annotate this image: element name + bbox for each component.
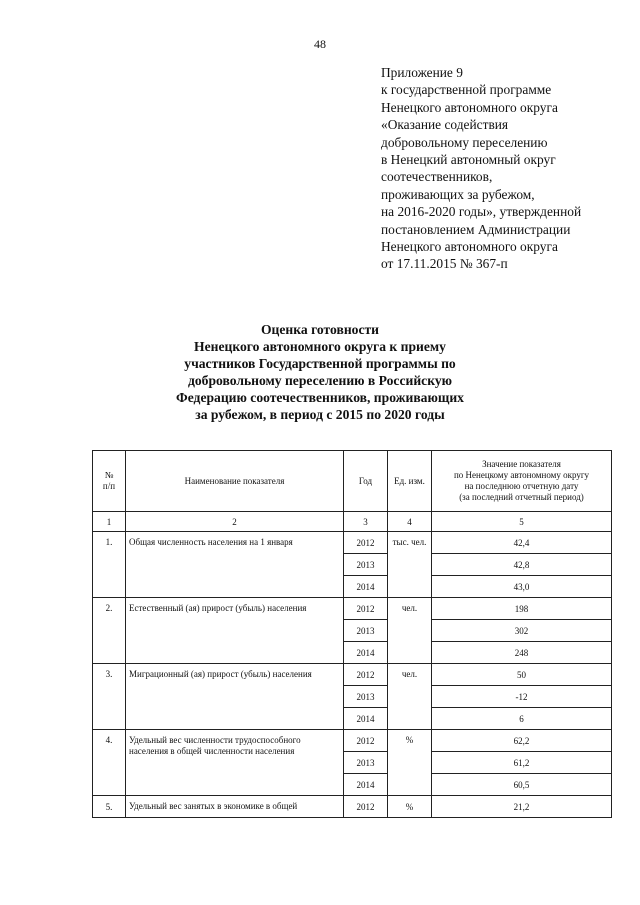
year-cell: 2014 bbox=[344, 576, 388, 598]
row-number: 2. bbox=[93, 598, 126, 664]
row-number: 3. bbox=[93, 664, 126, 730]
appendix-line: соотечественников, bbox=[381, 169, 493, 185]
header-value-line: по Ненецкому автономному округу bbox=[453, 470, 590, 480]
table-header-row bbox=[93, 451, 612, 512]
page-number: 48 bbox=[314, 37, 326, 51]
value-cell: 50 bbox=[432, 664, 612, 686]
year-cell: 2014 bbox=[344, 774, 388, 796]
appendix-line: постановлением Администрации bbox=[381, 221, 571, 237]
value-cell: 43,0 bbox=[432, 576, 612, 598]
table-row bbox=[93, 532, 612, 554]
title-line: участников Государственной программы по bbox=[184, 356, 456, 371]
header-name: Наименование показателя bbox=[126, 451, 344, 512]
indicator-name: Общая численность населения на 1 января bbox=[126, 532, 344, 598]
appendix-line: Ненецкого автономного округа bbox=[381, 99, 558, 115]
appendix-line: к государственной программе bbox=[381, 82, 552, 98]
appendix-line: Ненецкого автономного округа bbox=[381, 239, 558, 255]
appendix-approval-block bbox=[381, 64, 626, 273]
row-number: 1. bbox=[93, 532, 126, 598]
table-row bbox=[93, 730, 612, 752]
header-value-line: (за последний отчетный период) bbox=[459, 492, 584, 502]
column-number: 4 bbox=[388, 512, 432, 532]
appendix-line: от 17.11.2015 № 367-п bbox=[381, 256, 508, 272]
value-cell: 62,2 bbox=[432, 730, 612, 752]
header-value-line: на последнюю отчетную дату bbox=[464, 481, 579, 491]
year-cell: 2014 bbox=[344, 642, 388, 664]
year-cell: 2012 bbox=[344, 730, 388, 752]
year-cell: 2014 bbox=[344, 708, 388, 730]
unit-cell: % bbox=[388, 796, 432, 818]
year-cell: 2012 bbox=[344, 796, 388, 818]
unit-cell: чел. bbox=[388, 598, 432, 664]
value-cell: 198 bbox=[432, 598, 612, 620]
row-number: 4. bbox=[93, 730, 126, 796]
year-cell: 2013 bbox=[344, 686, 388, 708]
year-cell: 2013 bbox=[344, 752, 388, 774]
appendix-line: «Оказание содействия bbox=[381, 117, 509, 133]
value-cell: 60,5 bbox=[432, 774, 612, 796]
column-number: 1 bbox=[93, 512, 126, 532]
column-number-row bbox=[93, 512, 612, 532]
appendix-line: добровольному переселению bbox=[381, 134, 548, 150]
year-cell: 2013 bbox=[344, 620, 388, 642]
column-number: 5 bbox=[432, 512, 612, 532]
title-line: Оценка готовности bbox=[260, 322, 379, 337]
title-line: Ненецкого автономного округа к приему bbox=[194, 339, 446, 354]
value-cell: 302 bbox=[432, 620, 612, 642]
title-line: Федерацию соотечественников, проживающих bbox=[176, 390, 464, 405]
table-row bbox=[93, 598, 612, 620]
appendix-line: Приложение 9 bbox=[381, 65, 463, 80]
unit-cell: тыс. чел. bbox=[388, 532, 432, 598]
indicator-name: Миграционный (ая) прирост (убыль) населения bbox=[126, 664, 344, 730]
appendix-line: в Ненецкий автономный округ bbox=[381, 152, 556, 168]
value-cell: 21,2 bbox=[432, 796, 612, 818]
value-cell: 248 bbox=[432, 642, 612, 664]
header-value bbox=[432, 451, 612, 512]
indicators-table bbox=[92, 450, 612, 818]
header-value-line: Значение показателя bbox=[482, 459, 561, 469]
title-line: добровольному переселению в Российскую bbox=[187, 373, 453, 388]
column-number: 3 bbox=[344, 512, 388, 532]
header-num bbox=[93, 451, 126, 512]
year-cell: 2012 bbox=[344, 598, 388, 620]
column-number: 2 bbox=[126, 512, 344, 532]
value-cell: 61,2 bbox=[432, 752, 612, 774]
row-number: 5. bbox=[93, 796, 126, 818]
appendix-line: на 2016-2020 годы», утвержденной bbox=[381, 204, 582, 220]
value-cell: -12 bbox=[432, 686, 612, 708]
unit-cell: % bbox=[388, 730, 432, 796]
year-cell: 2012 bbox=[344, 664, 388, 686]
year-cell: 2013 bbox=[344, 554, 388, 576]
value-cell: 42,4 bbox=[432, 532, 612, 554]
document-title bbox=[150, 321, 490, 423]
header-year: Год bbox=[344, 451, 388, 512]
appendix-line: проживающих за рубежом, bbox=[381, 186, 535, 202]
value-cell: 6 bbox=[432, 708, 612, 730]
header-unit: Ед. изм. bbox=[388, 451, 432, 512]
header-num-line: п/п bbox=[102, 481, 116, 491]
header-num-line: № bbox=[104, 470, 114, 480]
indicator-name: Естественный (ая) прирост (убыль) населения bbox=[126, 598, 344, 664]
title-line: за рубежом, в период с 2015 по 2020 годы bbox=[195, 407, 445, 422]
value-cell: 42,8 bbox=[432, 554, 612, 576]
table-row bbox=[93, 796, 612, 818]
unit-cell: чел. bbox=[388, 664, 432, 730]
indicator-name: Удельный вес численности трудоспособного населения в общей численности населения bbox=[126, 730, 344, 796]
table-row bbox=[93, 664, 612, 686]
year-cell: 2012 bbox=[344, 532, 388, 554]
indicator-name: Удельный вес занятых в экономике в общей bbox=[126, 796, 344, 818]
